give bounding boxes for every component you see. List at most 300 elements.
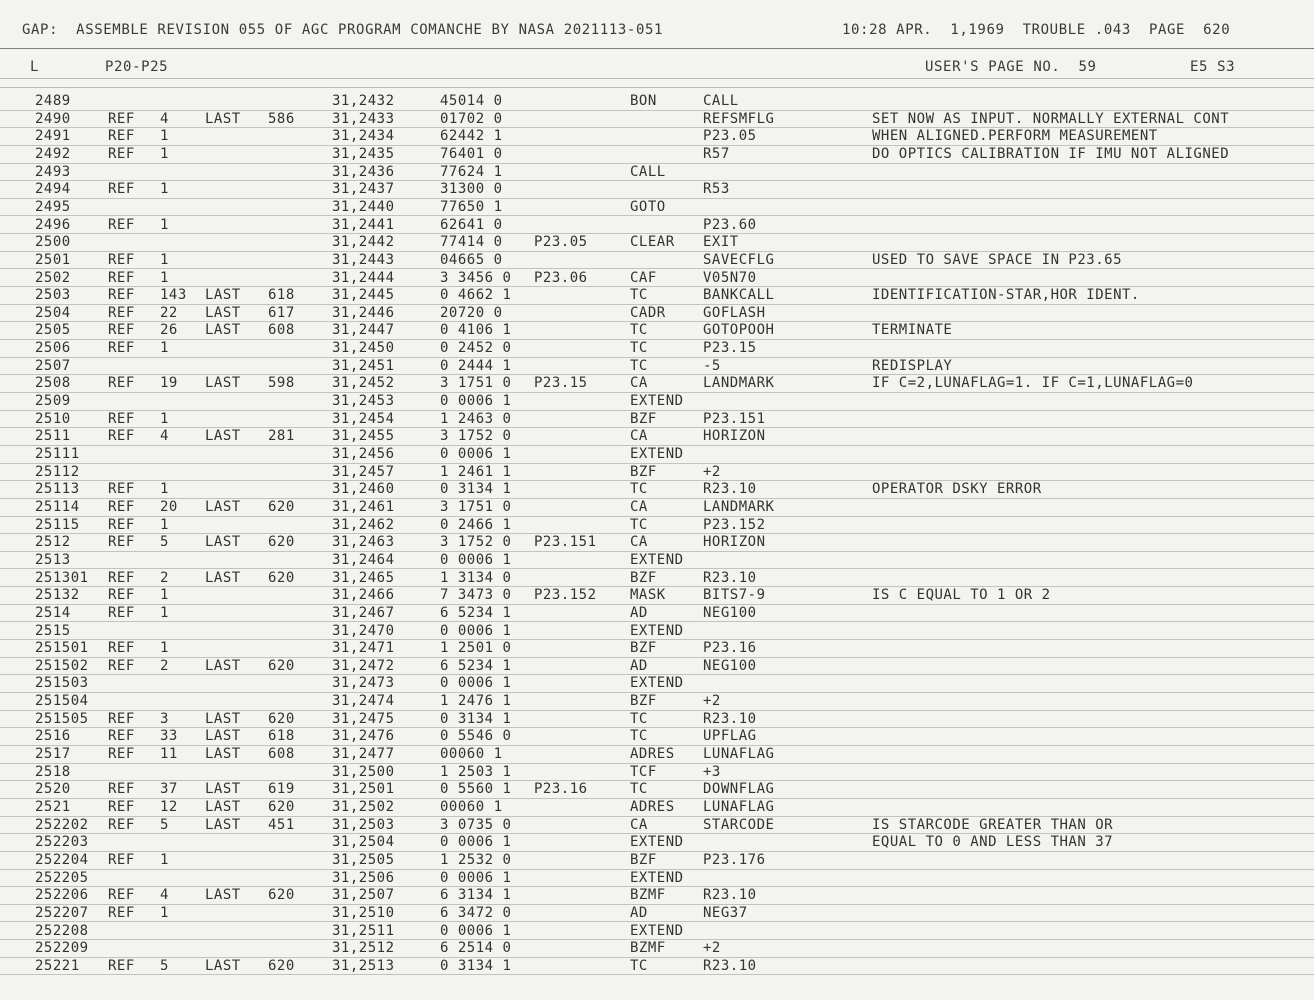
- ref-count: 1: [160, 851, 169, 868]
- octal-word: 00060 1: [440, 746, 503, 763]
- ref-marker: REF: [108, 516, 135, 533]
- last-marker: LAST: [205, 534, 241, 551]
- octal-word: 77650 1: [440, 198, 503, 215]
- last-marker: LAST: [205, 498, 241, 515]
- address: 31,2445: [332, 287, 395, 304]
- sheet-code: E5 S3: [1190, 59, 1236, 75]
- listing-line: [0, 286, 1314, 305]
- address: 31,2455: [332, 428, 395, 445]
- line-number: 2512: [35, 534, 71, 551]
- opcode: AD: [630, 604, 648, 621]
- comment: IF C=2,LUNAFLAG=1. IF C=1,LUNAFLAG=0: [872, 375, 1194, 392]
- operand: CALL: [703, 93, 739, 109]
- operand: BITS7-9: [703, 587, 766, 604]
- octal-word: 6 5234 1: [440, 604, 512, 621]
- ref-marker: REF: [108, 304, 135, 321]
- address: 31,2502: [332, 799, 395, 815]
- listing-line: [0, 251, 1314, 270]
- listing-line: [0, 480, 1314, 499]
- line-number: 252203: [35, 834, 89, 851]
- address: 31,2472: [332, 657, 395, 674]
- last-marker: LAST: [205, 728, 241, 745]
- ref-marker: REF: [108, 710, 135, 727]
- last-marker: LAST: [205, 110, 241, 127]
- listing-line: [0, 180, 1314, 199]
- line-number: 2495: [35, 198, 71, 215]
- octal-word: 0 5546 0: [440, 728, 512, 745]
- last-page: 618: [268, 728, 295, 745]
- listing-title: GAP: ASSEMBLE REVISION 055 OF AGC PROGRAM COMANCHE BY NASA 2021113-051: [22, 22, 664, 38]
- opcode: TCF: [630, 763, 657, 780]
- octal-word: 7 3473 0: [440, 587, 512, 604]
- line-number: 251503: [35, 675, 89, 692]
- octal-word: 0 2452 0: [440, 340, 512, 357]
- comment: OPERATOR DSKY ERROR: [872, 481, 1042, 498]
- line-number: 251505: [35, 710, 89, 727]
- listing-line: [0, 886, 1314, 905]
- operand: +2: [703, 463, 721, 480]
- last-marker: LAST: [205, 304, 241, 321]
- address: 31,2453: [332, 393, 395, 410]
- address: 31,2447: [332, 322, 395, 339]
- opcode: TC: [630, 322, 648, 339]
- operand: DOWNFLAG: [703, 781, 775, 798]
- listing-line: [0, 516, 1314, 535]
- operand: P23.15: [703, 340, 757, 357]
- address: 31,2507: [332, 887, 395, 904]
- listing-line: [0, 410, 1314, 429]
- ref-count: 1: [160, 516, 169, 533]
- listing-line: [0, 604, 1314, 623]
- ref-count: 3: [160, 710, 169, 727]
- address: 31,2454: [332, 410, 395, 427]
- line-number: 2517: [35, 746, 71, 763]
- ref-count: 11: [160, 746, 178, 763]
- last-marker: LAST: [205, 569, 241, 586]
- line-number: 2514: [35, 604, 71, 621]
- opcode: BZF: [630, 463, 657, 480]
- listing-line: [0, 763, 1314, 782]
- address: 31,2450: [332, 340, 395, 357]
- last-page: 620: [268, 534, 295, 551]
- operand: R23.10: [703, 957, 757, 974]
- line-number: 25112: [35, 463, 80, 480]
- listing-line: [0, 269, 1314, 288]
- ref-marker: REF: [108, 110, 135, 127]
- address: 31,2444: [332, 269, 395, 286]
- operand: P23.16: [703, 640, 757, 657]
- address: 31,2511: [332, 922, 395, 939]
- line-number: 2505: [35, 322, 71, 339]
- octal-word: 04665 0: [440, 251, 503, 268]
- operand: UPFLAG: [703, 728, 757, 745]
- line-number: 2509: [35, 393, 71, 410]
- listing-line: [0, 110, 1314, 129]
- opcode: TC: [630, 957, 648, 974]
- last-page: 586: [268, 110, 295, 127]
- address: 31,2501: [332, 781, 395, 798]
- opcode: TC: [630, 516, 648, 533]
- listing-line: [0, 163, 1314, 182]
- ref-count: 12: [160, 799, 178, 815]
- opcode: TC: [630, 710, 648, 727]
- last-page: 620: [268, 569, 295, 586]
- line-number: 2491: [35, 128, 71, 145]
- subheader-rule: [0, 78, 1314, 79]
- ref-count: 5: [160, 957, 169, 974]
- line-number: 2511: [35, 428, 71, 445]
- section-name: P20-P25: [105, 59, 169, 75]
- last-page: 608: [268, 322, 295, 339]
- octal-word: 76401 0: [440, 145, 503, 162]
- ref-marker: REF: [108, 640, 135, 657]
- opcode: CA: [630, 816, 648, 833]
- comment: SET NOW AS INPUT. NORMALLY EXTERNAL CONT: [872, 110, 1230, 127]
- operand: +2: [703, 693, 721, 710]
- operand: GOTOPOOH: [703, 322, 775, 339]
- octal-word: 0 0006 1: [440, 446, 512, 462]
- last-page: 451: [268, 816, 295, 833]
- ref-marker: REF: [108, 375, 135, 392]
- opcode: MASK: [630, 587, 666, 604]
- address: 31,2462: [332, 516, 395, 533]
- ref-count: 4: [160, 428, 169, 445]
- listing-line: [0, 127, 1314, 146]
- line-number: 2508: [35, 375, 71, 392]
- opcode: BZF: [630, 569, 657, 586]
- ref-marker: REF: [108, 851, 135, 868]
- octal-word: 0 0006 1: [440, 622, 512, 639]
- listing-letter: L: [30, 59, 40, 75]
- listing-line: [0, 357, 1314, 376]
- address: 31,2437: [332, 181, 395, 198]
- listing-line: [0, 710, 1314, 729]
- address: 31,2446: [332, 304, 395, 321]
- ref-count: 19: [160, 375, 178, 392]
- line-number: 252202: [35, 816, 89, 833]
- ref-count: 1: [160, 904, 169, 921]
- line-number: 2506: [35, 340, 71, 357]
- last-page: 598: [268, 375, 295, 392]
- operand: LUNAFLAG: [703, 746, 775, 763]
- address: 31,2466: [332, 587, 395, 604]
- opcode: AD: [630, 904, 648, 921]
- octal-word: 3 1751 0: [440, 498, 512, 515]
- address: 31,2434: [332, 128, 395, 145]
- operand: -5: [703, 357, 721, 374]
- opcode: BZF: [630, 410, 657, 427]
- opcode: EXTEND: [630, 834, 684, 851]
- opcode: EXTEND: [630, 922, 684, 939]
- ref-marker: REF: [108, 799, 135, 815]
- code-label: P23.152: [534, 587, 597, 604]
- ref-count: 1: [160, 640, 169, 657]
- users-page-number: USER'S PAGE NO. 59: [925, 59, 1097, 75]
- ref-count: 20: [160, 498, 178, 515]
- operand: LANDMARK: [703, 498, 775, 515]
- line-number: 2515: [35, 622, 71, 639]
- address: 31,2441: [332, 216, 395, 233]
- opcode: BZF: [630, 851, 657, 868]
- ref-marker: REF: [108, 781, 135, 798]
- line-number: 2492: [35, 145, 71, 162]
- ref-marker: REF: [108, 604, 135, 621]
- octal-word: 3 3456 0: [440, 269, 512, 286]
- listing-line: [0, 198, 1314, 217]
- address: 31,2435: [332, 145, 395, 162]
- code-label: P23.151: [534, 534, 597, 551]
- line-number: 2489: [35, 93, 71, 109]
- ref-marker: REF: [108, 410, 135, 427]
- address: 31,2500: [332, 763, 395, 780]
- ref-marker: REF: [108, 128, 135, 145]
- last-marker: LAST: [205, 887, 241, 904]
- octal-word: 1 2503 1: [440, 763, 512, 780]
- last-page: 620: [268, 887, 295, 904]
- octal-word: 0 0006 1: [440, 393, 512, 410]
- address: 31,2464: [332, 551, 395, 568]
- last-marker: LAST: [205, 799, 241, 815]
- octal-word: 0 2444 1: [440, 357, 512, 374]
- operand: EXIT: [703, 234, 739, 251]
- opcode: EXTEND: [630, 393, 684, 410]
- opcode: TC: [630, 287, 648, 304]
- ref-count: 5: [160, 534, 169, 551]
- opcode: CA: [630, 428, 648, 445]
- address: 31,2451: [332, 357, 395, 374]
- ref-marker: REF: [108, 587, 135, 604]
- listing-line: [0, 498, 1314, 517]
- ref-marker: REF: [108, 887, 135, 904]
- listing-line: [0, 692, 1314, 711]
- line-number: 2504: [35, 304, 71, 321]
- ref-marker: REF: [108, 145, 135, 162]
- opcode: GOTO: [630, 198, 666, 215]
- line-number: 252205: [35, 869, 89, 886]
- line-number: 252209: [35, 940, 89, 957]
- address: 31,2505: [332, 851, 395, 868]
- octal-word: 1 3134 0: [440, 569, 512, 586]
- address: 31,2433: [332, 110, 395, 127]
- line-number: 2490: [35, 110, 71, 127]
- octal-word: 6 3134 1: [440, 887, 512, 904]
- operand: R23.10: [703, 481, 757, 498]
- operand: SAVECFLG: [703, 251, 775, 268]
- ref-count: 1: [160, 340, 169, 357]
- last-marker: LAST: [205, 428, 241, 445]
- address: 31,2474: [332, 693, 395, 710]
- listing-line: [0, 427, 1314, 446]
- last-marker: LAST: [205, 657, 241, 674]
- octal-word: 1 2476 1: [440, 693, 512, 710]
- octal-word: 3 1752 0: [440, 534, 512, 551]
- operand: LUNAFLAG: [703, 799, 775, 815]
- ref-count: 33: [160, 728, 178, 745]
- last-page: 618: [268, 287, 295, 304]
- octal-word: 00060 1: [440, 799, 503, 815]
- comment: IS C EQUAL TO 1 OR 2: [872, 587, 1051, 604]
- ref-count: 1: [160, 181, 169, 198]
- ref-marker: REF: [108, 728, 135, 745]
- comment: WHEN ALIGNED.PERFORM MEASUREMENT: [872, 128, 1158, 145]
- ref-marker: REF: [108, 287, 135, 304]
- ref-count: 1: [160, 128, 169, 145]
- line-number: 252208: [35, 922, 89, 939]
- opcode: TC: [630, 481, 648, 498]
- ref-count: 1: [160, 410, 169, 427]
- listing-line: [0, 869, 1314, 888]
- operand: REFSMFLG: [703, 110, 775, 127]
- comment: IDENTIFICATION-STAR,HOR IDENT.: [872, 287, 1140, 304]
- address: 31,2513: [332, 957, 395, 974]
- last-page: 620: [268, 498, 295, 515]
- address: 31,2473: [332, 675, 395, 692]
- ref-count: 22: [160, 304, 178, 321]
- address: 31,2470: [332, 622, 395, 639]
- opcode: ADRES: [630, 799, 675, 815]
- octal-word: 6 5234 1: [440, 657, 512, 674]
- address: 31,2476: [332, 728, 395, 745]
- operand: LANDMARK: [703, 375, 775, 392]
- listing-line: [0, 569, 1314, 588]
- last-page: 620: [268, 710, 295, 727]
- last-page: 619: [268, 781, 295, 798]
- listing-line: [0, 392, 1314, 411]
- ref-count: 1: [160, 216, 169, 233]
- ref-marker: REF: [108, 340, 135, 357]
- ref-marker: REF: [108, 534, 135, 551]
- octal-word: 0 2466 1: [440, 516, 512, 533]
- octal-word: 01702 0: [440, 110, 503, 127]
- line-number: 2516: [35, 728, 71, 745]
- octal-word: 0 0006 1: [440, 922, 512, 939]
- ref-marker: REF: [108, 657, 135, 674]
- line-number: 25115: [35, 516, 80, 533]
- octal-word: 77414 0: [440, 234, 503, 251]
- octal-word: 1 2501 0: [440, 640, 512, 657]
- listing-line: [0, 145, 1314, 164]
- ref-count: 1: [160, 587, 169, 604]
- ref-marker: REF: [108, 569, 135, 586]
- ref-count: 37: [160, 781, 178, 798]
- octal-word: 77624 1: [440, 163, 503, 180]
- address: 31,2463: [332, 534, 395, 551]
- ref-count: 2: [160, 657, 169, 674]
- ref-count: 1: [160, 269, 169, 286]
- comment: DO OPTICS CALIBRATION IF IMU NOT ALIGNED: [872, 145, 1230, 162]
- listing-line: [0, 445, 1314, 464]
- operand: P23.151: [703, 410, 766, 427]
- operand: R53: [703, 181, 730, 198]
- octal-word: 62641 0: [440, 216, 503, 233]
- last-marker: LAST: [205, 957, 241, 974]
- opcode: EXTEND: [630, 446, 684, 462]
- address: 31,2465: [332, 569, 395, 586]
- last-marker: LAST: [205, 816, 241, 833]
- line-number: 2500: [35, 234, 71, 251]
- line-number: 2494: [35, 181, 71, 198]
- line-number: 25132: [35, 587, 80, 604]
- opcode: CA: [630, 498, 648, 515]
- operand: HORIZON: [703, 534, 766, 551]
- opcode: CA: [630, 534, 648, 551]
- listing-line: [0, 339, 1314, 358]
- address: 31,2436: [332, 163, 395, 180]
- listing-line: [0, 216, 1314, 235]
- listing-line: [0, 551, 1314, 570]
- listing-line: [0, 780, 1314, 799]
- ref-marker: REF: [108, 498, 135, 515]
- operand: +2: [703, 940, 721, 957]
- opcode: CADR: [630, 304, 666, 321]
- line-number: 2510: [35, 410, 71, 427]
- ref-count: 5: [160, 816, 169, 833]
- opcode: TC: [630, 340, 648, 357]
- opcode: BZMF: [630, 940, 666, 957]
- code-label: P23.06: [534, 269, 588, 286]
- listing-line: [0, 622, 1314, 641]
- opcode: BZF: [630, 693, 657, 710]
- operand: +3: [703, 763, 721, 780]
- line-number: 2521: [35, 799, 71, 815]
- header-rule: [0, 48, 1314, 49]
- code-label: P23.05: [534, 234, 588, 251]
- ref-count: 1: [160, 251, 169, 268]
- listing-line: [0, 851, 1314, 870]
- ref-marker: REF: [108, 322, 135, 339]
- comment: USED TO SAVE SPACE IN P23.65: [872, 251, 1123, 268]
- line-number: 251502: [35, 657, 89, 674]
- line-number: 25113: [35, 481, 80, 498]
- octal-word: 0 3134 1: [440, 957, 512, 974]
- line-number: 2507: [35, 357, 71, 374]
- listing-line: [0, 374, 1314, 393]
- octal-word: 1 2532 0: [440, 851, 512, 868]
- octal-word: 20720 0: [440, 304, 503, 321]
- comment: IS STARCODE GREATER THAN OR: [872, 816, 1114, 833]
- ref-marker: REF: [108, 481, 135, 498]
- last-page: 608: [268, 746, 295, 763]
- ref-marker: REF: [108, 181, 135, 198]
- opcode: EXTEND: [630, 675, 684, 692]
- listing-line: [0, 745, 1314, 764]
- octal-word: 3 0735 0: [440, 816, 512, 833]
- address: 31,2504: [332, 834, 395, 851]
- operand: NEG37: [703, 904, 748, 921]
- octal-word: 0 4662 1: [440, 287, 512, 304]
- address: 31,2506: [332, 869, 395, 886]
- operand: NEG100: [703, 657, 757, 674]
- listing-line: [0, 533, 1314, 552]
- octal-word: 1 2461 1: [440, 463, 512, 480]
- ref-marker: REF: [108, 269, 135, 286]
- octal-word: 3 1751 0: [440, 375, 512, 392]
- address: 31,2443: [332, 251, 395, 268]
- listing-datetime-page: 10:28 APR. 1,1969 TROUBLE .043 PAGE 620: [842, 22, 1231, 38]
- octal-word: 3 1752 0: [440, 428, 512, 445]
- octal-word: 1 2463 0: [440, 410, 512, 427]
- operand: BANKCALL: [703, 287, 775, 304]
- line-number: 2502: [35, 269, 71, 286]
- operand: V05N70: [703, 269, 757, 286]
- line-number: 251301: [35, 569, 89, 586]
- ref-count: 1: [160, 481, 169, 498]
- listing-line: [0, 727, 1314, 746]
- ref-marker: REF: [108, 816, 135, 833]
- line-number: 25111: [35, 446, 80, 462]
- address: 31,2457: [332, 463, 395, 480]
- opcode: TC: [630, 781, 648, 798]
